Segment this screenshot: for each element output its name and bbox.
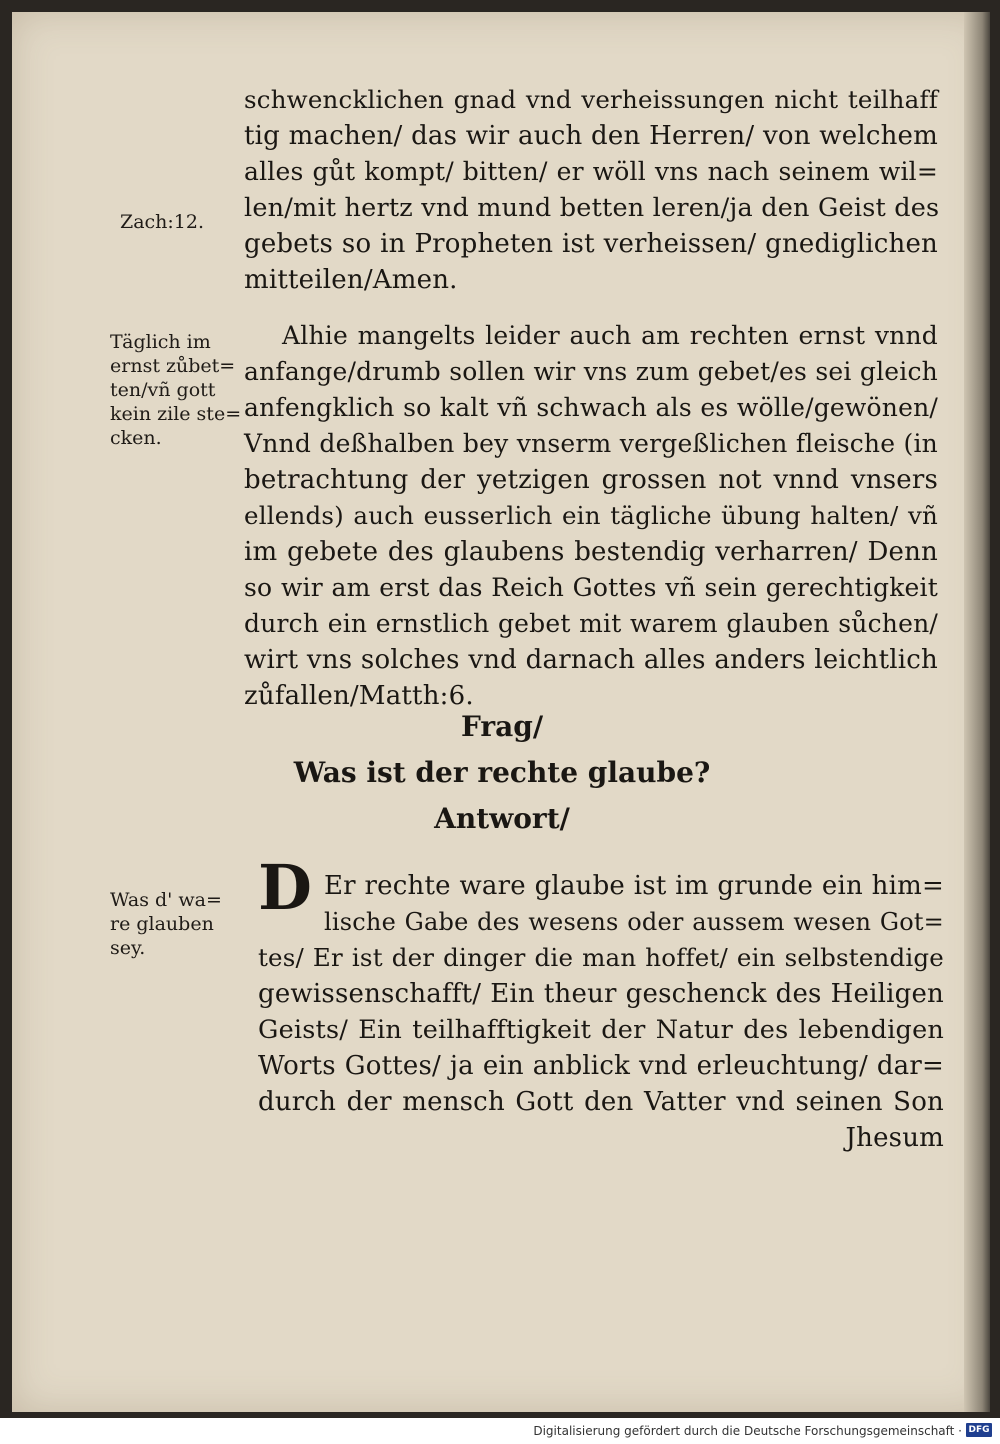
heading-question: Was ist der rechte glaube?: [293, 756, 711, 789]
margin-note-taeglich: [110, 330, 241, 450]
catchword: Jhesum: [845, 1123, 944, 1153]
paragraph-2: [244, 318, 938, 714]
footer-bar: [0, 1418, 1000, 1444]
heading-antwort: Antwort/: [434, 802, 570, 835]
text-line: zůfallen/Matth:6.: [244, 681, 474, 711]
margin-note-line: cken.: [110, 427, 162, 449]
text-line: lische Gabe des wesens oder aussem wesen Got=: [324, 908, 944, 936]
text-line: Geists/ Ein teilhafftigkeit der Natur des lebendigen: [258, 1015, 944, 1045]
text-line: mitteilen/Amen.: [244, 265, 458, 295]
text-line: Worts Gottes/ ja ein anblick vnd erleuchtung/ dar=: [258, 1051, 944, 1081]
decorated-initial: D: [258, 851, 312, 924]
text-line: durch der mensch Gott den Vatter vnd seinen Son: [258, 1087, 944, 1117]
margin-note-line: kein zile ste=: [110, 403, 242, 425]
dfg-logo: DFG: [966, 1423, 992, 1437]
paragraph-1: [244, 82, 938, 298]
margin-note-glauben: [110, 888, 222, 960]
text-line: Vnnd deßhalben bey vnserm vergeßlichen fleische (in: [244, 429, 938, 458]
text-line: tig machen/ das wir auch den Herren/ von welchem: [244, 121, 938, 151]
text-line: tes/ Er ist der dinger die man hoffet/ ein selbstendige: [258, 943, 944, 972]
page-gutter: [964, 12, 990, 1412]
text-line: ellends) auch eusserlich ein tägliche übung halten/ vñ: [244, 501, 938, 530]
text-line: alles gůt kompt/ bitten/ er wöll vns nach seinem wil=: [244, 157, 938, 186]
margin-note-line: Täglich im: [110, 331, 211, 353]
text-line: gebets so in Propheten ist verheissen/ gnediglichen: [244, 229, 938, 259]
funding-notice: Digitalisierung gefördert durch die Deutsche Forschungsgemeinschaft ·: [533, 1424, 962, 1438]
text-line: Er rechte ware glaube ist im grunde ein him=: [324, 871, 944, 901]
heading-frag: Frag/: [460, 710, 544, 743]
text-line: len/mit hertz vnd mund betten leren/ja den Geist des: [244, 193, 940, 223]
text-line: anfange/drumb sollen wir vns zum gebet/es sei gleich: [244, 357, 938, 386]
text-line: wirt vns solches vnd darnach alles anders leichtlich: [244, 645, 938, 675]
paragraph-3: [258, 868, 944, 1156]
margin-note-zach: Zach:12.: [120, 211, 205, 233]
margin-note-line: Was d' wa=: [110, 889, 222, 911]
margin-note-line: re glauben: [110, 913, 214, 935]
text-line: betrachtung der yetzigen grossen not vnnd vnsers: [244, 465, 938, 495]
text-line: so wir am erst das Reich Gottes vñ sein gerechtigkeit: [244, 573, 938, 602]
book-page: [12, 12, 990, 1412]
margin-note-line: sey.: [110, 937, 146, 959]
margin-note-line: ten/vñ gott: [110, 379, 216, 401]
text-line: im gebete des glaubens bestendig verharren/ Denn: [244, 537, 938, 567]
text-line: gewissenschafft/ Ein theur geschenck des Heiligen: [258, 979, 944, 1009]
text-line: Alhie mangelts leider auch am rechten ernst vnnd: [282, 321, 938, 350]
margin-note-line: ernst zůbet=: [110, 355, 236, 377]
text-line: anfengklich so kalt vñ schwach als es wölle/gewönen/: [244, 393, 938, 422]
text-line: durch ein ernstlich gebet mit warem glauben sůchen/: [244, 609, 938, 638]
text-line: schwencklichen gnad vnd verheissungen nicht teilhaff: [244, 85, 938, 114]
